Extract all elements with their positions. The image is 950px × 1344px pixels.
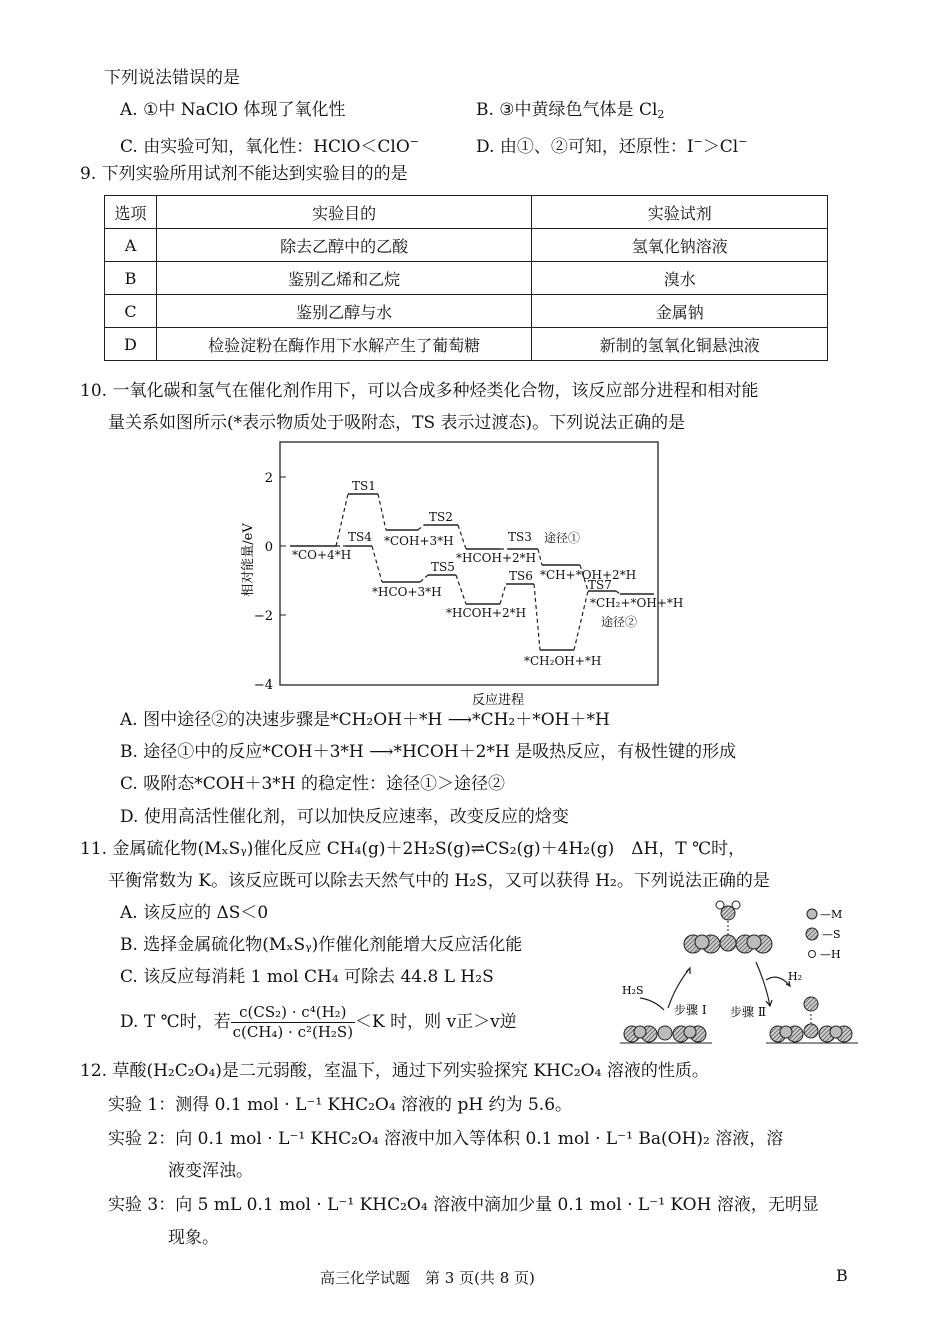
catalyst-mechanism-figure [610, 895, 870, 1055]
y-tick-label: −2 [253, 609, 273, 624]
q9-table [104, 195, 828, 361]
q12-experiment-3-line1: 实验 3：向 5 mL 0.1 mol · L⁻¹ KHC₂O₄ 溶液中滴加少量 0.1 mol · L⁻¹ KOH 溶液，无明显 [108, 1195, 819, 1215]
label-h2: H₂ [788, 970, 803, 983]
q12-experiment-1: 实验 1：测得 0.1 mol · L⁻¹ KHC₂O₄ 溶液的 pH 约为 5.6。 [108, 1095, 573, 1115]
connector [538, 549, 542, 565]
y-tick-label: 0 [264, 540, 273, 555]
q11-option-b: B. 选择金属硫化物(MₓSᵧ)作催化剂能增大反应活化能 [120, 935, 523, 955]
table-row [105, 328, 828, 361]
cell-purpose: 检验淀粉在酶作用下水解产生了葡萄糖 [156, 328, 531, 361]
q8-option-c: C. 由实验可知，氧化性：HClO＜ClO− [120, 135, 420, 157]
paper-version: B [836, 1266, 848, 1285]
cell-purpose: 鉴别乙醇与水 [156, 295, 531, 328]
q12-experiment-3-line2: 现象。 [168, 1228, 219, 1248]
ratio-fraction: $\frac{\text{c(CS₂) · c⁴(H₂)}}{\text{c(CH₄) · c²(H₂S)}}$ [232, 1003, 354, 1041]
q8-option-d: D. 由①、②可知，还原性：I−＞Cl− [476, 135, 748, 157]
catalyst-surface-right [766, 997, 858, 1043]
q11-stem-line1: 11. 金属硫化物(MₓSᵧ)催化反应 CH₄(g)＋2H₂S(g)⇌CS₂(g)＋4H₂(g) ΔH，T ℃时， [80, 839, 746, 859]
label-step2: 步骤 Ⅱ [730, 1005, 766, 1019]
legend-m-icon [807, 909, 817, 919]
cell-option: D [105, 328, 157, 361]
label-choh: *CH+*OH+2*H [540, 568, 637, 582]
legend-m: —M [820, 908, 843, 921]
step1-arrow [668, 968, 690, 1008]
q11-option-d: D. T ℃时，若 $\frac{\text{c(CS₂) · c⁴(H₂)}}{\text{c(CH₄) · c²(H₂S)}}$ ＜K 时，则 v正＞v逆 [120, 1003, 517, 1041]
q10-option-c: C. 吸附态*COH＋3*H 的稳定性：途径①＞途径② [120, 774, 506, 794]
table-row [105, 295, 828, 328]
cell-option: A [105, 229, 157, 262]
q12-stem: 12. 草酸(H₂C₂O₄)是二元弱酸，室温下，通过下列实验探究 KHC₂O₄ 溶液的性质。 [80, 1061, 709, 1081]
label-hco: *HCO+3*H [372, 585, 442, 599]
label-path2: 途径② [601, 615, 638, 629]
page-footer: 高三化学试题 第 3 页(共 8 页) [320, 1269, 535, 1287]
label-path1: 途径① [544, 531, 581, 545]
connector [534, 584, 540, 650]
connector [500, 584, 506, 604]
q10-stem-line1: 10. 一氧化碳和氢气在催化剂作用下，可以合成多种烃类化合物，该反应部分进程和相对能 [80, 381, 759, 401]
q10-stem-line2: 量关系如图所示(*表示物质处于吸附态，TS 表示过渡态)。下列说法正确的是 [108, 413, 686, 433]
legend-s-icon [806, 928, 818, 940]
table-header-row [105, 196, 828, 229]
label-ch2oh: *CH₂OH+*H [524, 654, 602, 668]
connector [458, 525, 466, 549]
label-ts5: TS5 [431, 560, 455, 574]
cell-purpose: 鉴别乙烯和乙烷 [156, 262, 531, 295]
cell-purpose: 除去乙醇中的乙酸 [156, 229, 531, 262]
label-coh: *COH+3*H [384, 534, 454, 548]
connector [378, 494, 386, 530]
label-ch2ohh: *CH₂+*OH+*H [590, 596, 684, 610]
h2s-arrow [640, 998, 664, 1010]
label-h2s: H₂S [622, 984, 644, 997]
label-ts1: TS1 [352, 479, 376, 493]
label-ts7: TS7 [588, 578, 612, 592]
q11-option-c: C. 该反应每消耗 1 mol CH₄ 可除去 44.8 L H₂S [120, 967, 494, 987]
q10-option-b: B. 途径①中的反应*COH＋3*H ⟶*HCOH＋2*H 是吸热反应，有极性键的形成 [120, 742, 737, 762]
q8-option-b: B. ③中黄绿色气体是 $Cl_2$ [476, 100, 665, 121]
cell-reagent: 溴水 [532, 262, 828, 295]
connector [420, 575, 428, 582]
q12-experiment-2-line2: 液变浑浊。 [168, 1161, 253, 1181]
catalyst-surface-top [684, 901, 772, 953]
q8-stem: 下列说法错误的是 [104, 68, 240, 88]
label-ts6: TS6 [509, 569, 533, 583]
label-ts2: TS2 [429, 510, 453, 524]
q11-option-a: A. 该反应的 ΔS＜0 [120, 903, 269, 923]
x-axis-label: 反应进程 [471, 693, 525, 708]
legend-h-icon [809, 951, 816, 958]
label-ts4: TS4 [348, 530, 372, 544]
connector [418, 525, 424, 530]
energy-diagram [0, 440, 950, 720]
cell-reagent: 新制的氢氧化铜悬浊液 [532, 328, 828, 361]
step2-arrow [756, 962, 770, 1006]
legend-s: —S [822, 928, 841, 941]
label-hcoh1: *HCOH+2*H [456, 551, 537, 565]
header-purpose: 实验目的 [156, 196, 531, 229]
cell-option: C [105, 295, 157, 328]
connector [574, 591, 588, 650]
connector [616, 591, 620, 594]
cell-reagent: 金属钠 [532, 295, 828, 328]
cell-reagent: 氢氧化钠溶液 [532, 229, 828, 262]
connector [336, 494, 348, 546]
y-axis-label: 相对能量/eV [241, 523, 256, 597]
table-row [105, 229, 828, 262]
label-hcoh2: *HCOH+2*H [446, 606, 527, 620]
connector [456, 575, 466, 604]
catalyst-surface-left [620, 1026, 712, 1043]
header-reagent: 实验试剂 [532, 196, 828, 229]
q9-stem: 9. 下列实验所用试剂不能达到实验目的的是 [80, 164, 408, 184]
cell-option: B [105, 262, 157, 295]
y-tick-label: 2 [264, 471, 273, 486]
label-step1: 步骤 Ⅰ [674, 1003, 707, 1017]
header-option: 选项 [105, 196, 157, 229]
q10-option-d: D. 使用高活性催化剂，可以加快反应速率，改变反应的焓变 [120, 807, 569, 827]
label-ts3: TS3 [508, 530, 532, 544]
y-tick-label: −4 [253, 678, 273, 693]
legend-h: —H [820, 948, 841, 961]
q12-experiment-2-line1: 实验 2：向 0.1 mol · L⁻¹ KHC₂O₄ 溶液中加入等体积 0.1 mol · L⁻¹ Ba(OH)₂ 溶液，溶 [108, 1129, 784, 1149]
q10-option-a: A. 图中途径②的决速步骤是*CH₂OH＋*H ⟶*CH₂＋*OH＋*H [120, 710, 610, 730]
q11-stem-line2: 平衡常数为 K。该反应既可以除去天然气中的 H₂S，又可以获得 H₂。下列说法正确的是 [108, 871, 770, 891]
q8-option-a: A. ①中 NaClO 体现了氧化性 [120, 100, 346, 120]
table-row [105, 262, 828, 295]
label-co: *CO+4*H [292, 548, 352, 562]
connector [372, 546, 382, 582]
